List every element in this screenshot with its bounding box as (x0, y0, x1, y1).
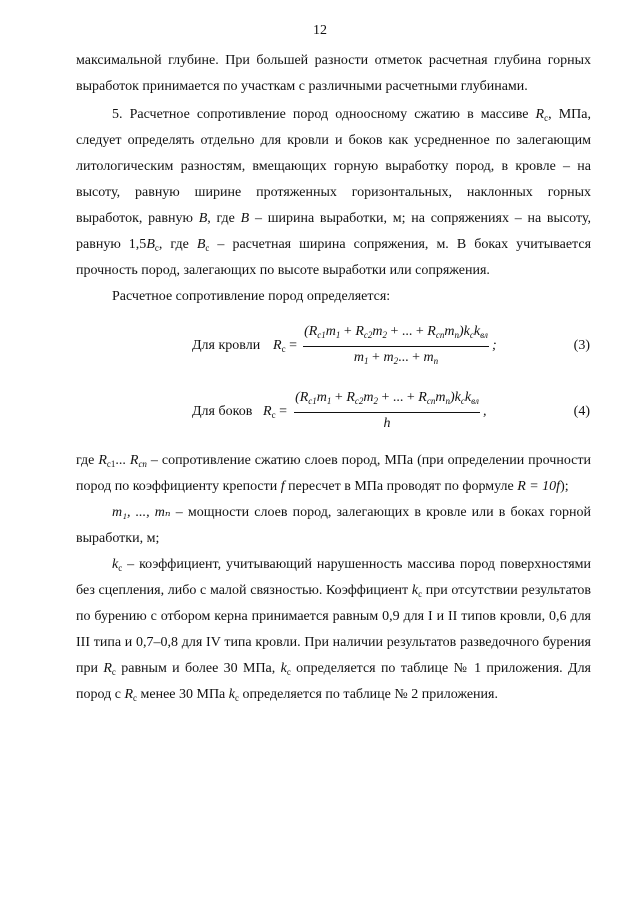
paragraph-m-definition: m₁, ..., mₙ – мощности слоев пород, залегающих в кровле или в боках горной выработки, м; (76, 505, 591, 546)
paragraph-continuation: максимальной глубине. При большей разности отметок расчетная глубина горных выработок принимается по участкам с различными расчетными глубинами. (76, 53, 591, 94)
formula-3-number: (3) (573, 338, 590, 353)
formula-3: Для кровли $R_c$ = ($R_{c1}m_1 + R_{c2}m_2$ + ... + $R_{cn}m_n)k_ck_{вл}$ $m_1 + m_2$... + $m_n$ ; (3) (0, 324, 640, 384)
formula-3-numerator: ($R_{c1}m_1 + R_{c2}m_2$ + ... + $R_{cn}m_n)k_ck_{вл}$ (304, 324, 488, 340)
formula-3-denominator: $m_1 + m_2$... + $m_n$ (353, 350, 439, 366)
formula-3-lhs: $R_c$ = (273, 338, 297, 354)
formula-4-fraction (294, 390, 480, 450)
formula-3-fraction (303, 324, 489, 384)
formula-4-denominator: h (383, 416, 391, 431)
formula-4: Для боков $R_c$ = ($R_{c1}m_1 + R_{c2}m_2$ + ... + $R_{cn}m_n)k_ck_{вл}$ h , (4) (0, 390, 640, 450)
formula-4-label: Для боков (192, 404, 253, 419)
paragraph-where-rc: где $R_{c1}$... $R_{cn}$ – сопротивление сжатию слоев пород, МПа (при определении прочности пород по коэффициенту крепости f пересчет в МПа проводят по формуле R = 10f); (76, 453, 592, 494)
paragraph-intro-formulas: Расчетное сопротивление пород определяется: (112, 289, 391, 304)
page-number: 12 (313, 23, 327, 38)
formula-3-label: Для кровли (192, 338, 261, 353)
formula-4-lhs: $R_c$ = (263, 404, 287, 420)
formula-4-numerator: ($R_{c1}m_1 + R_{c2}m_2$ + ... + $R_{cn}m_n)k_ck_{вл}$ (295, 390, 479, 406)
paragraph-item-5: 5. Расчетное сопротивление пород одноосному сжатию в массиве $R_c$, МПа, следует определять отдельно для кровли и боков как усредненное по залегающим литологическим разностям, вмещающих горную выработку пород, в кровле – на высоту, равную ширине протяженных горизонтальных, наклонных горных выработок, равную B, где B – ширина выработки, м; на сопряжениях – на высоту, равную $1,5B_c$, где $B_c$ – расчетная ширина сопряжения, м. В боках учитывается прочность пород, залегающих по высоте выработки или сопряжения. (76, 107, 592, 278)
formula-3-fraction-bar (303, 346, 489, 347)
formula-4-fraction-bar (294, 412, 480, 413)
formula-4-number: (4) (573, 404, 590, 419)
paragraph-kc-definition: $k_c$ – коэффициент, учитывающий нарушенность массива пород поверхностями без сцепления, либо с малой связностью. Коэффициент $k_c$ при отсутствии результатов по бурению с отбором керна принимается равным 0,9 для I и II типов кровли, 0,6 для III типа и 0,7–0,8 для IV типа кровли. При наличии результатов разведочного бурения при $R_c$ равным и более 30 МПа, $k_c$ определяется по таблице № 1 приложения. Для пород с $R_c$ менее 30 МПа $k_c$ определяется по таблице № 2 приложения. (76, 557, 591, 703)
